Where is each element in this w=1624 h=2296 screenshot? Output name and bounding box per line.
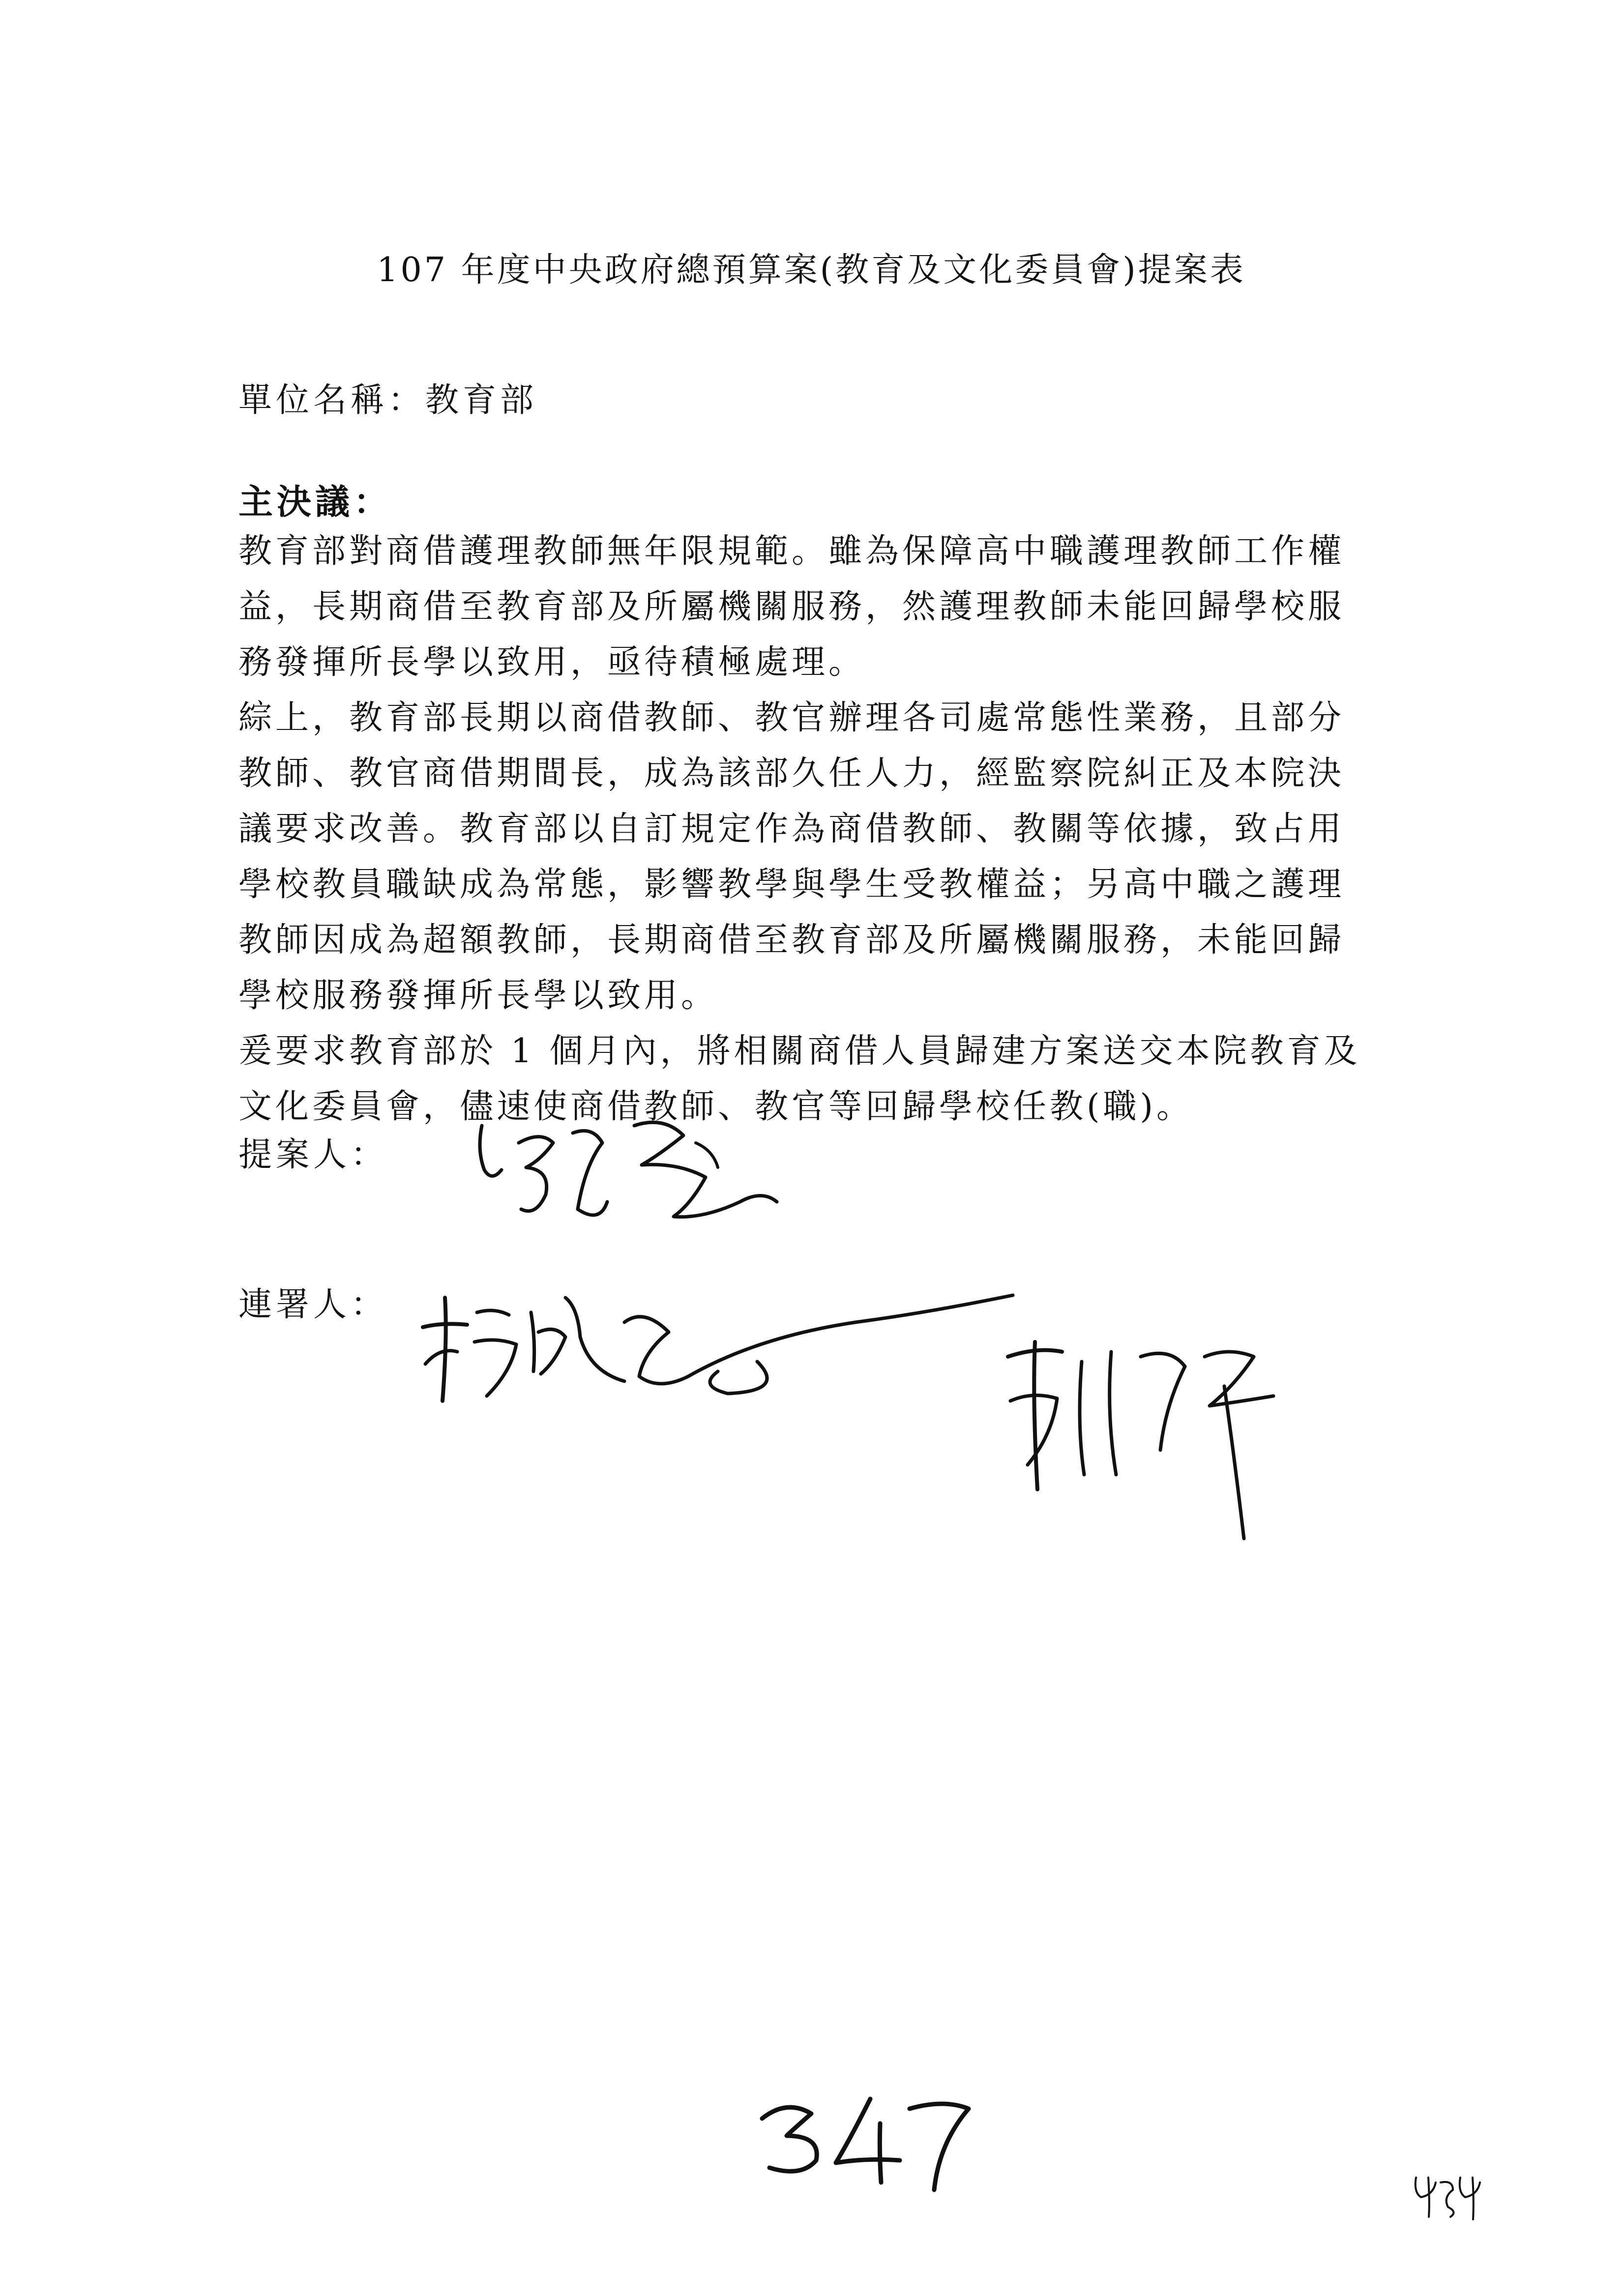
cosigner-signature-2 (998, 1327, 1318, 1553)
cosigner-label: 連署人： (238, 1285, 388, 1324)
unit-name-line: 單位名稱：教育部 (238, 381, 538, 420)
document-title: 107 年度中央政府總預算案(教育及文化委員會)提案表 (377, 251, 1246, 290)
proposer-signature (472, 1096, 816, 1244)
paragraph-1: 教育部對商借護理教師無年限規範。雖為保障高中職護理教師工作權益，長期商借至教育部及所屬機關服務，然護理教師未能回歸學校服務發揮所長學以致用，亟待積極處理。 (238, 532, 1345, 682)
proposer-label: 提案人： (238, 1135, 388, 1174)
paragraph-3: 爰要求教育部於 1 個月內，將相關商借人員歸建方案送交本院教育及文化委員會，儘速使商借教師、教官等回歸學校任教(職)。 (238, 1032, 1361, 1126)
resolution-body (238, 523, 1374, 1134)
corner-number-handwritten (1406, 2163, 1485, 2227)
page-number-handwritten (752, 2084, 983, 2197)
resolution-heading: 主決議： (238, 481, 392, 522)
paragraph-2: 綜上，教育部長期以商借教師、教官辦理各司處常態性業務，且部分教師、教官商借期間長，成為該部久任人力，經監察院糾正及本院決議要求改善。教育部以自訂規定作為商借教師、教關等依據，致占用學校教員職缺成為常態，影響教學與學生受教權益；另高中職之護理教師因成為超額教師，長期商借至教育部及所屬機關服務，未能回歸學校服務發揮所長學以致用。 (238, 698, 1345, 1015)
